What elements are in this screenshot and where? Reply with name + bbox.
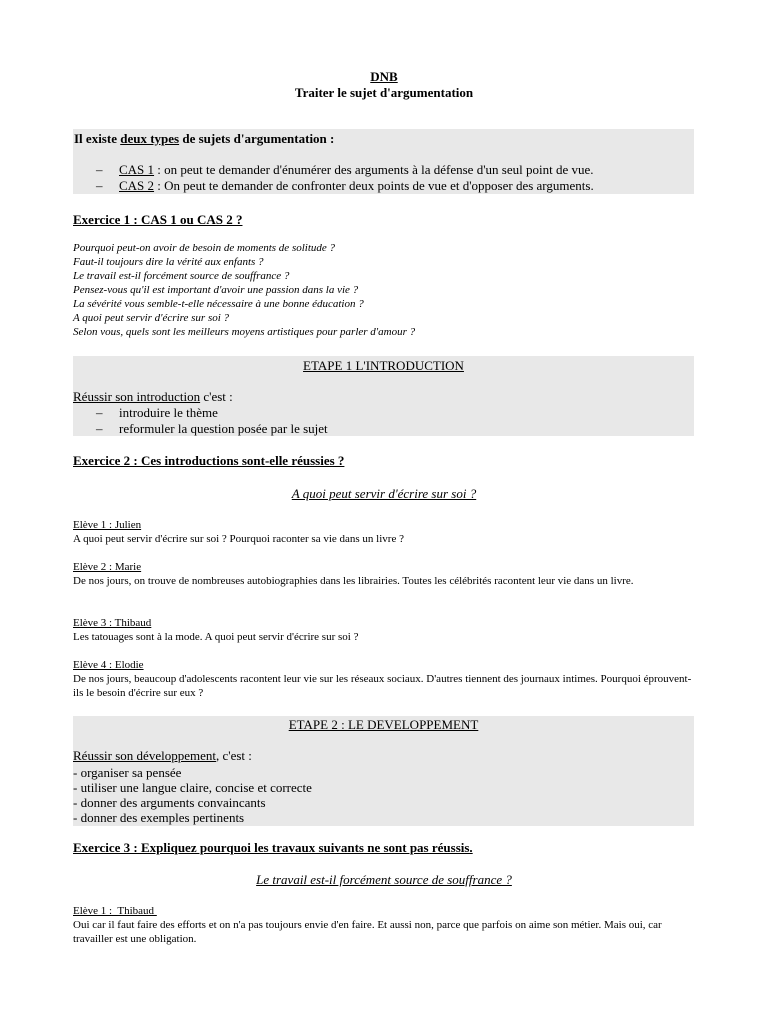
etape-2-item: - utiliser une langue claire, concise et correcte — [73, 780, 312, 795]
student-text: A quoi peut servir d'écrire sur soi ? Pourquoi raconter sa vie dans un livre ? — [73, 533, 404, 545]
types-item: – CAS 2 : On peut te demander de confronter deux points de vue et d'opposer des arguments. — [96, 178, 594, 193]
exercise-3-title: Exercice 3 : Expliquez pourquoi les travaux suivants ne sont pas réussis. — [73, 840, 473, 855]
doc-subtitle: Traiter le sujet d'argumentation — [294, 85, 474, 100]
student-text: Les tatouages sont à la mode. A quoi peut servir d'écrire sur soi ? — [73, 631, 359, 643]
types-intro: Il existe deux types de sujets d'argumentation : — [74, 131, 335, 146]
etape-1-lead: Réussir son introduction c'est : — [73, 389, 233, 404]
question: Pensez-vous qu'il est important d'avoir une passion dans la vie ? — [73, 284, 359, 296]
etape-2-item: - donner des arguments convaincants — [73, 795, 266, 810]
doc-title: DNB — [370, 69, 398, 84]
student-text: Oui car il faut faire des efforts et on n'a pas toujours envie d'en faire. Et aussi non, parce que parfois on aime son métier. Mais oui, car travailler est une obligation. — [73, 919, 662, 945]
student-text: De nos jours, beaucoup d'adolescents racontent leur vie sur les réseaux sociaux. D'autres tiennent des journaux intimes. Pourquoi éprouvent-ils le besoin d'écrire sur eux ? — [73, 673, 692, 699]
student-entry — [73, 616, 698, 644]
etape-1-item: – reformuler la question posée par le sujet — [96, 421, 328, 436]
question: Selon vous, quels sont les meilleurs moyens artistiques pour parler d'amour ? — [73, 326, 416, 338]
exercise-1-questions — [73, 241, 693, 339]
etape-2-lead: Réussir son développement, c'est : — [73, 748, 252, 763]
etape-2-item: - organiser sa pensée — [73, 765, 182, 780]
student-entry — [73, 658, 698, 700]
exercise-3-subject: Le travail est-il forcément source de souffrance ? — [256, 872, 512, 887]
student-entry — [73, 904, 698, 946]
student-entry — [73, 518, 698, 546]
student-text: De nos jours, on trouve de nombreuses autobiographies dans les librairies. Toutes les célébrités racontent leur vie dans un livre. — [73, 575, 634, 587]
student-name: Elève 3 : Thibaud — [73, 617, 152, 629]
etape-2-heading: ETAPE 2 : LE DEVELOPPEMENT — [288, 717, 479, 732]
exercise-2-title: Exercice 2 : Ces introductions sont-elle réussies ? — [73, 453, 345, 468]
student-name: Elève 1 : Thibaud — [73, 905, 157, 917]
question: La sévérité vous semble-t-elle nécessaire à une bonne éducation ? — [73, 298, 364, 310]
types-item: – CAS 1 : on peut te demander d'énumérer des arguments à la défense d'un seul point de vue. — [96, 162, 594, 177]
exercise-1-title: Exercice 1 : CAS 1 ou CAS 2 ? — [73, 212, 243, 227]
student-name: Elève 2 : Marie — [73, 561, 142, 573]
question: Le travail est-il forcément source de souffrance ? — [73, 270, 290, 282]
student-name: Elève 1 : Julien — [73, 519, 142, 531]
etape-1-item: – introduire le thème — [96, 405, 218, 420]
etape-1-heading: ETAPE 1 L'INTRODUCTION — [303, 358, 464, 373]
question: A quoi peut servir d'écrire sur soi ? — [73, 312, 230, 324]
etape-2-item: - donner des exemples pertinents — [73, 810, 245, 825]
question: Faut-il toujours dire la vérité aux enfants ? — [73, 256, 264, 268]
question: Pourquoi peut-on avoir de besoin de moments de solitude ? — [73, 242, 336, 254]
student-entry — [73, 560, 698, 588]
etape-2-list — [73, 765, 312, 825]
exercise-2-subject: A quoi peut servir d'écrire sur soi ? — [291, 486, 477, 501]
student-name: Elève 4 : Elodie — [73, 659, 144, 671]
